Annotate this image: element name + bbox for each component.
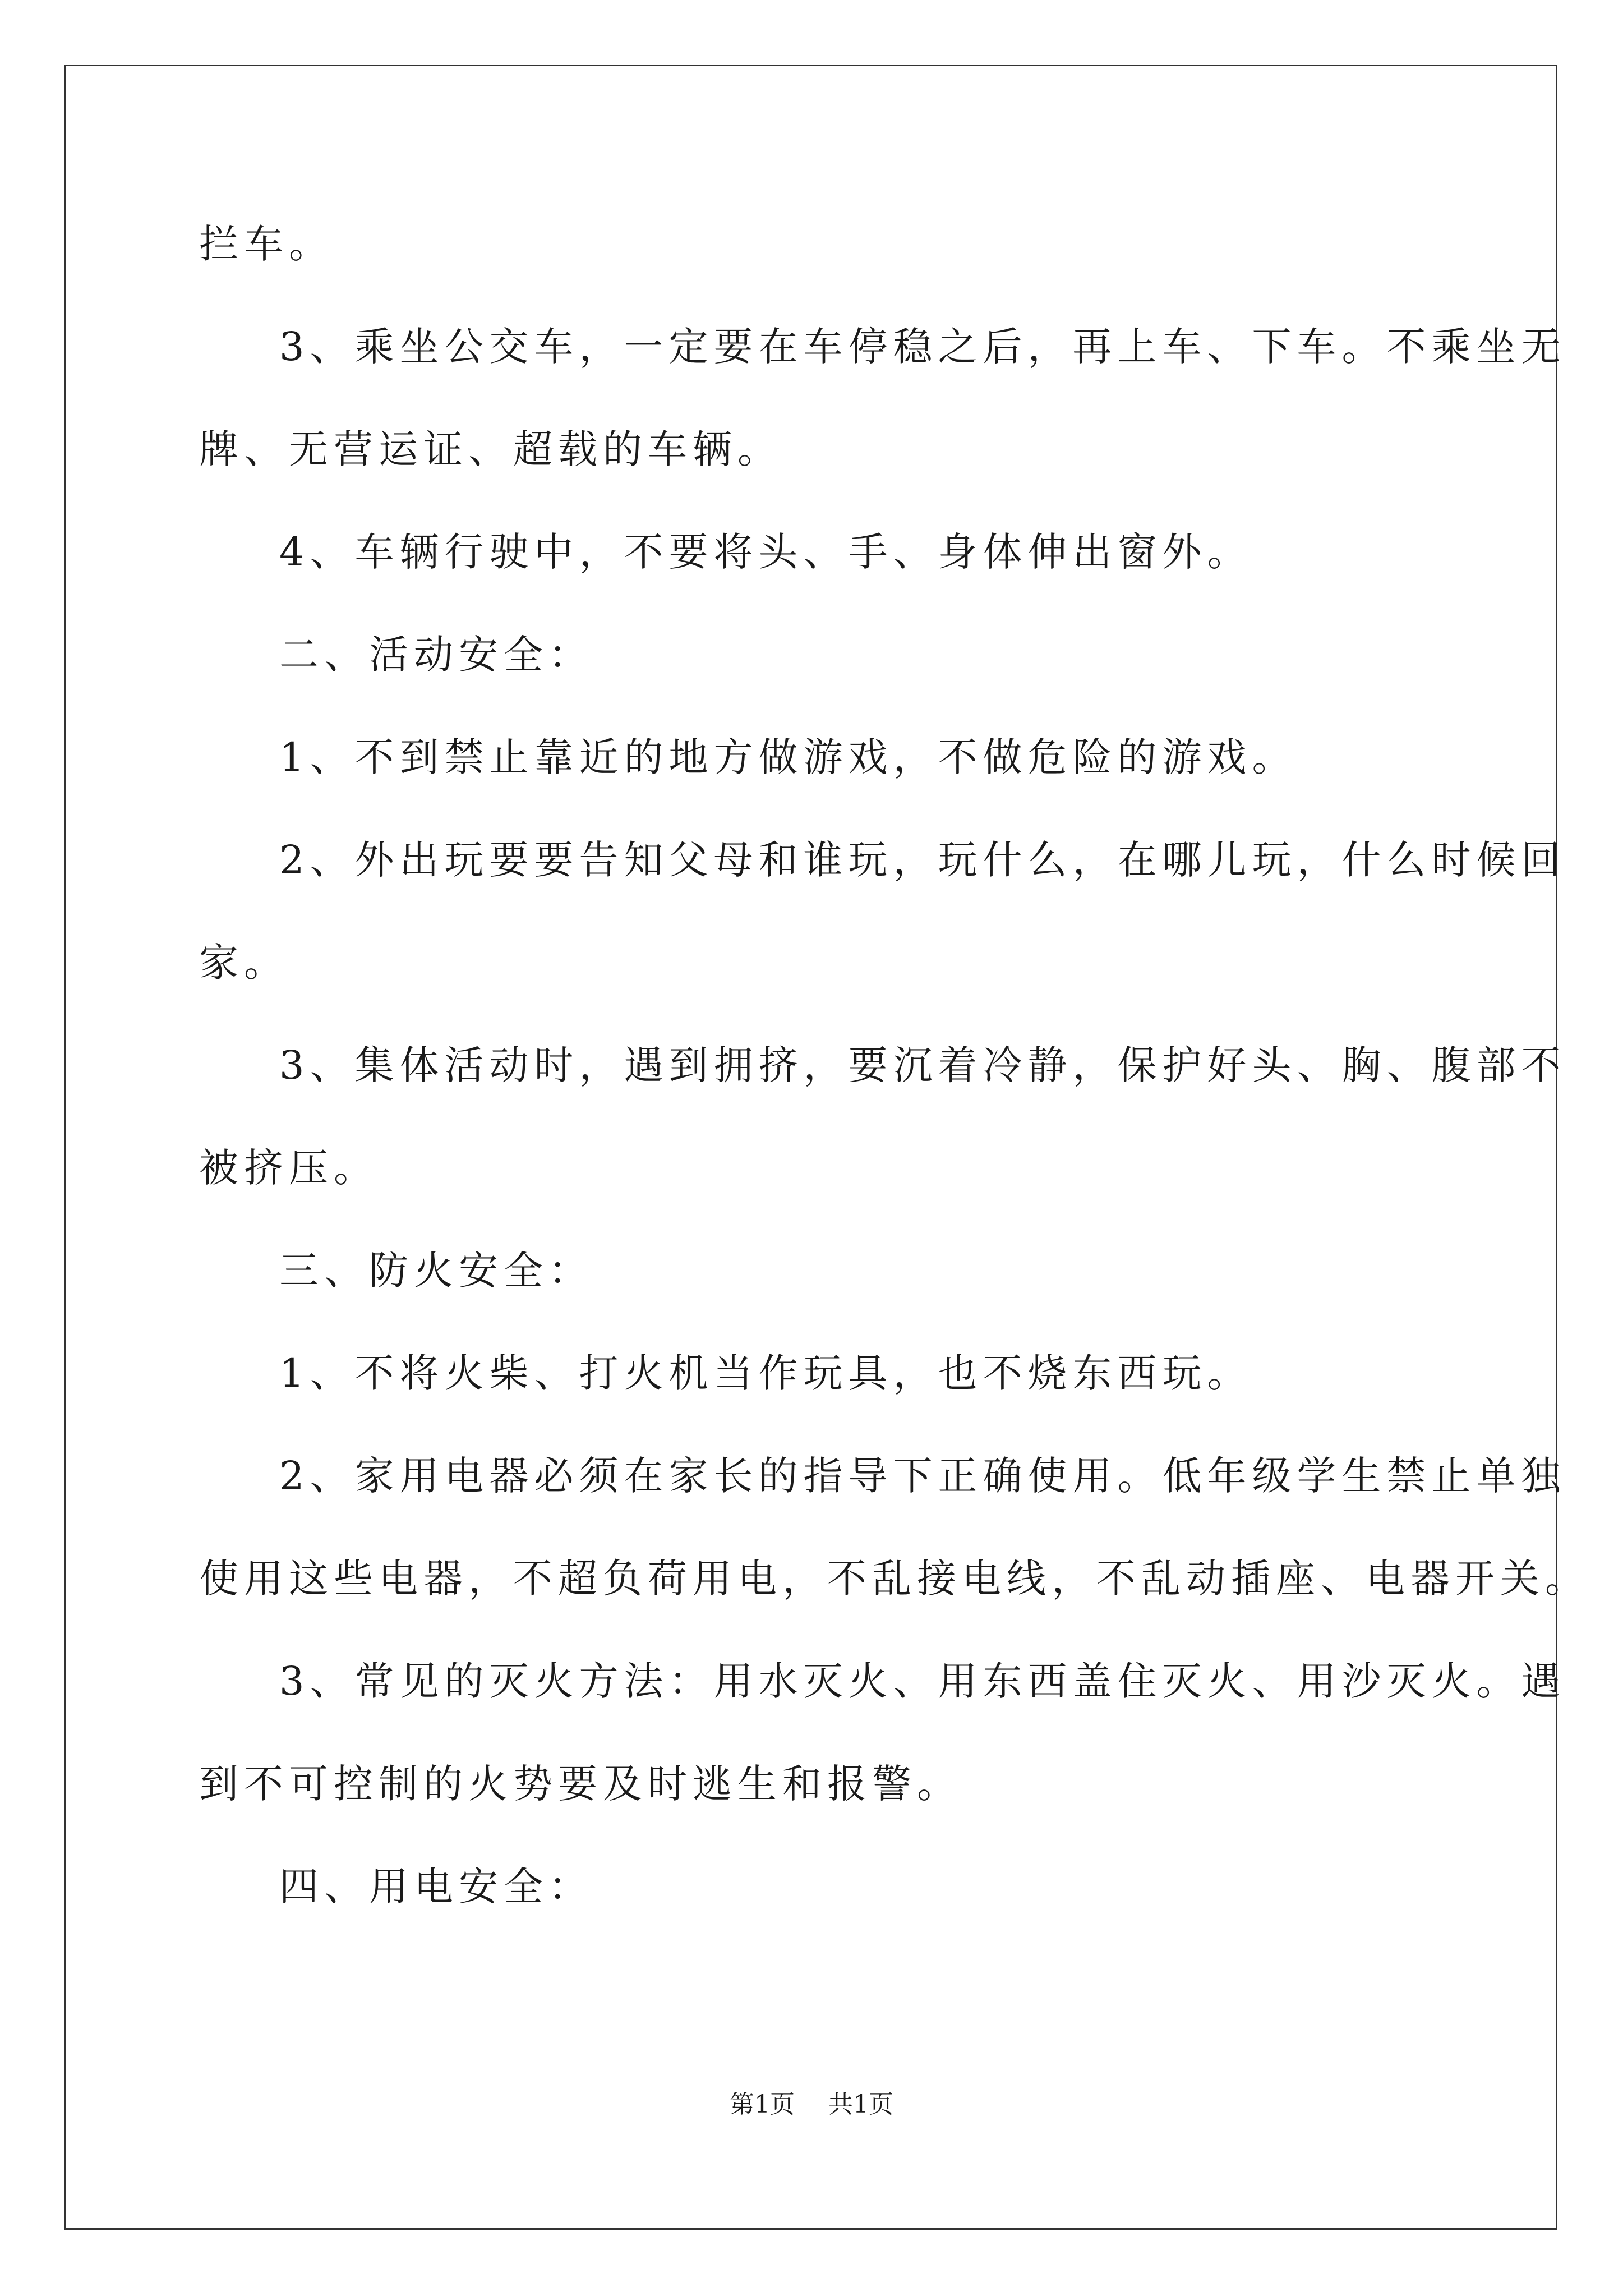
page-footer [0,2092,1623,2117]
text-line: 1、不将火柴、打火机当作玩具，也不烧东西玩。 [279,1350,1252,1396]
text-line: 2、外出玩要要告知父母和谁玩，玩什么，在哪儿玩，什么时候回 [279,837,1566,883]
text-line: 拦车。 [199,221,334,267]
text-line: 到不可控制的火势要及时逃生和报警。 [199,1761,962,1807]
text-line: 使用这些电器，不超负荷用电，不乱接电线，不乱动插座、电器开关。 [199,1556,1590,1602]
text-line: 家。 [199,940,289,986]
text-line: 2、家用电器必须在家长的指导下正确使用。低年级学生禁止单独 [279,1453,1566,1499]
page-number: 第1页 [730,2090,795,2119]
page-total: 共1页 [828,2090,893,2119]
section-heading: 二、活动安全： [279,632,593,678]
text-line: 被挤压。 [199,1145,379,1191]
text-line: 3、集体活动时，遇到拥挤，要沉着冷静，保护好头、胸、腹部不 [279,1042,1566,1088]
section-heading: 三、防火安全： [279,1248,593,1294]
section-heading: 四、用电安全： [279,1864,593,1910]
text-line: 1、不到禁止靠近的地方做游戏，不做危险的游戏。 [279,734,1297,780]
text-line: 4、车辆行驶中，不要将头、手、身体伸出窗外。 [279,529,1252,575]
text-line: 3、常见的灭火方法：用水灭火、用东西盖住灭火、用沙灭火。遇 [279,1658,1566,1704]
text-line: 牌、无营运证、超载的车辆。 [199,426,782,472]
text-line: 3、乘坐公交车，一定要在车停稳之后，再上车、下车。不乘坐无 [279,324,1566,370]
